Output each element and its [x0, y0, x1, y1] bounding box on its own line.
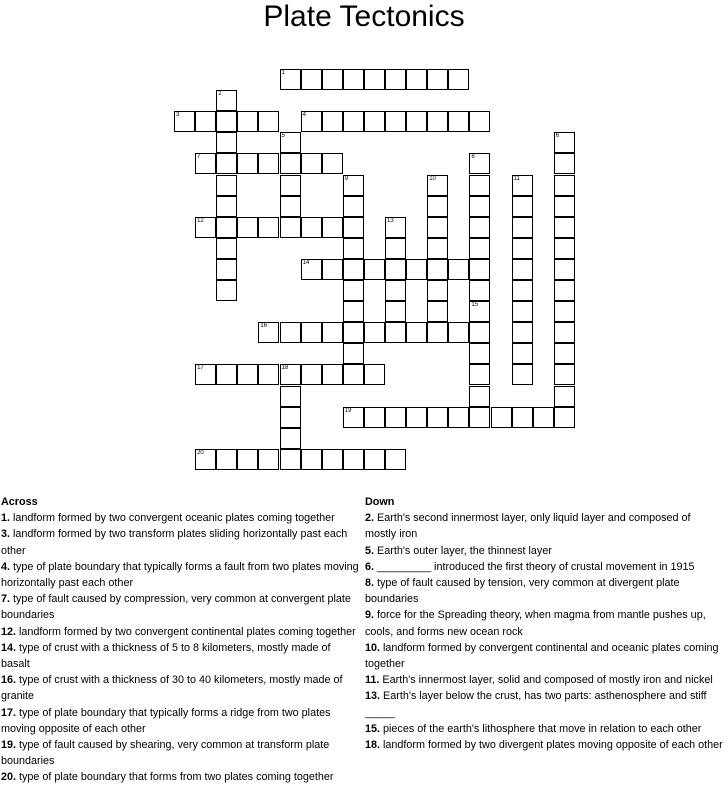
cell-number: 6 — [555, 133, 560, 140]
grid-cell[interactable] — [448, 69, 469, 90]
cell-number: 7 — [197, 154, 201, 161]
grid-cell[interactable] — [280, 322, 301, 343]
grid-cell[interactable] — [469, 217, 490, 238]
clue-text: landform formed by two convergent oceanic plates coming together — [10, 512, 335, 525]
across-clue — [1, 672, 359, 704]
grid-cell[interactable] — [280, 449, 301, 470]
clue-number: 17. — [1, 706, 17, 719]
grid-cell[interactable] — [258, 322, 279, 343]
grid-cell[interactable] — [427, 111, 448, 132]
cell-number: 15 — [471, 302, 479, 309]
across-clue — [1, 737, 359, 769]
grid-cell[interactable] — [258, 449, 279, 470]
grid-cell[interactable] — [301, 69, 322, 90]
grid-cell[interactable] — [258, 111, 279, 132]
grid-cell[interactable] — [554, 343, 575, 364]
clue-text: Earth's outer layer, the thinnest layer — [374, 544, 552, 557]
grid-cell[interactable] — [216, 280, 237, 301]
grid-cell[interactable] — [554, 217, 575, 238]
grid-cell[interactable] — [554, 238, 575, 259]
clue-number: 19. — [1, 739, 17, 752]
grid-cell[interactable] — [301, 364, 322, 385]
clue-text: landform formed by two divergent plates moving opposite of each other — [380, 739, 723, 752]
grid-cell[interactable] — [427, 407, 448, 428]
grid-cell[interactable] — [280, 428, 301, 449]
grid-cell[interactable] — [216, 259, 237, 280]
grid-cell[interactable] — [364, 449, 385, 470]
grid-cell[interactable] — [195, 449, 216, 470]
grid-cell[interactable] — [385, 259, 406, 280]
grid-cell[interactable] — [469, 280, 490, 301]
grid-cell[interactable] — [469, 364, 490, 385]
clue-number: 7. — [1, 593, 11, 606]
grid-cell[interactable] — [216, 217, 237, 238]
cell-number: 5 — [281, 133, 285, 140]
cell-number: 20 — [197, 449, 204, 456]
grid-cell[interactable] — [554, 132, 575, 153]
grid-cell[interactable] — [216, 196, 237, 217]
grid-cell[interactable] — [554, 280, 575, 301]
grid-cell[interactable] — [258, 217, 279, 238]
down-clue — [365, 672, 723, 688]
grid-cell[interactable] — [512, 343, 533, 364]
clue-text: landform formed by convergent continental and oceanic plates coming together — [365, 641, 719, 671]
down-clue — [365, 737, 723, 753]
grid-cell[interactable] — [322, 322, 343, 343]
cell-number: 16 — [260, 323, 268, 330]
clue-text: type of fault caused by compression, very common at convergent plate boundaries — [1, 593, 351, 622]
across-clue — [1, 705, 359, 737]
grid-cell[interactable] — [512, 175, 533, 196]
clue-text: type of crust with a thickness of 30 to 40 kilometers, mostly made of granite — [1, 674, 343, 703]
grid-cell[interactable] — [385, 280, 406, 301]
grid-cell[interactable] — [237, 111, 258, 132]
grid-cell[interactable] — [343, 364, 364, 385]
clue-number: 20. — [1, 771, 17, 784]
grid-cell[interactable] — [195, 217, 216, 238]
clue-number: 1. — [1, 512, 11, 525]
clue-number: 15. — [365, 722, 381, 735]
grid-cell[interactable] — [512, 301, 533, 322]
grid-cell[interactable] — [427, 259, 448, 280]
grid-cell[interactable] — [301, 153, 322, 174]
grid-cell[interactable] — [469, 386, 490, 407]
grid-cell[interactable] — [427, 280, 448, 301]
down-clue — [365, 510, 723, 542]
clue-text: type of fault caused by tension, very common at divergent plate boundaries — [365, 577, 680, 606]
down-clue — [365, 721, 723, 737]
cell-number: 4 — [302, 112, 306, 119]
grid-cell[interactable] — [427, 69, 448, 90]
grid-cell[interactable] — [448, 322, 469, 343]
grid-cell[interactable] — [343, 175, 364, 196]
cell-number: 1 — [281, 70, 285, 76]
grid-cell[interactable] — [343, 301, 364, 322]
grid-cell[interactable] — [427, 322, 448, 343]
clue-text: force for the Spreading theory, when magma from mantle pushes up, cools, and forms new ocean rock — [365, 609, 706, 638]
grid-cell[interactable] — [343, 280, 364, 301]
across-clue — [1, 510, 359, 526]
across-clue — [1, 559, 359, 591]
grid-cell[interactable] — [195, 153, 216, 174]
grid-cell[interactable] — [216, 449, 237, 470]
grid-cell[interactable] — [322, 69, 343, 90]
clue-number: 2. — [365, 512, 375, 525]
cell-number: 14 — [302, 259, 310, 266]
across-clue — [1, 769, 359, 785]
grid-cell[interactable] — [469, 343, 490, 364]
down-clue — [365, 688, 723, 720]
grid-cell[interactable] — [301, 217, 322, 238]
grid-cell[interactable] — [385, 407, 406, 428]
grid-cell[interactable] — [469, 153, 490, 174]
clue-number: 16. — [1, 674, 17, 687]
grid-cell[interactable] — [427, 217, 448, 238]
clue-text: type of plate boundary that forms from two plates coming together — [16, 771, 334, 784]
grid-cell[interactable] — [512, 196, 533, 217]
down-clue — [365, 543, 723, 559]
clue-text: _________ introduced the first theory of crustal movement in 1915 — [374, 560, 695, 573]
across-clue — [1, 624, 359, 640]
grid-cell[interactable] — [322, 153, 343, 174]
clue-text: type of crust with a thickness of 5 to 8 kilometers, mostly made of basalt — [1, 641, 331, 671]
grid-cell[interactable] — [469, 111, 490, 132]
grid-cell[interactable] — [237, 364, 258, 385]
cell-number: 17 — [197, 365, 204, 372]
grid-cell[interactable] — [301, 111, 322, 132]
cell-number: 19 — [344, 407, 352, 414]
grid-cell[interactable] — [322, 449, 343, 470]
grid-cell[interactable] — [469, 407, 490, 428]
grid-cell[interactable] — [406, 407, 427, 428]
across-clue — [1, 640, 359, 672]
grid-cell[interactable] — [280, 69, 301, 90]
down-clue — [365, 575, 723, 607]
clue-number: 14. — [1, 641, 17, 654]
grid-cell[interactable] — [554, 364, 575, 385]
grid-cell[interactable] — [512, 259, 533, 280]
across-clue — [1, 591, 359, 623]
grid-cell[interactable] — [280, 153, 301, 174]
grid-cell[interactable] — [406, 322, 427, 343]
grid-cell[interactable] — [364, 407, 385, 428]
grid-cell[interactable] — [195, 111, 216, 132]
grid-cell[interactable] — [280, 217, 301, 238]
grid-cell[interactable] — [364, 259, 385, 280]
grid-cell[interactable] — [343, 322, 364, 343]
clue-number: 3. — [1, 528, 11, 541]
across-clue — [1, 526, 359, 558]
grid-cell[interactable] — [385, 301, 406, 322]
grid-cell[interactable] — [364, 111, 385, 132]
grid-cell[interactable] — [469, 175, 490, 196]
grid-cell[interactable] — [216, 132, 237, 153]
down-clues — [365, 494, 723, 753]
grid-cell[interactable] — [512, 364, 533, 385]
grid-cell[interactable] — [343, 343, 364, 364]
grid-cell[interactable] — [364, 322, 385, 343]
clue-text: type of plate boundary that typically forms a fault from two plates moving horizontally past each other — [1, 560, 359, 590]
grid-cell[interactable] — [385, 69, 406, 90]
cell-number: 13 — [387, 217, 394, 224]
grid-cell[interactable] — [195, 364, 216, 385]
grid-cell[interactable] — [533, 407, 554, 428]
grid-cell[interactable] — [322, 259, 343, 280]
grid-cell[interactable] — [512, 407, 533, 428]
clue-text: landform formed by two convergent continental plates coming together — [16, 625, 356, 638]
grid-cell[interactable] — [512, 322, 533, 343]
grid-cell[interactable] — [280, 364, 301, 385]
grid-cell[interactable] — [343, 449, 364, 470]
grid-cell[interactable] — [343, 111, 364, 132]
grid-cell[interactable] — [216, 153, 237, 174]
grid-cell[interactable] — [554, 407, 575, 428]
grid-cell[interactable] — [343, 407, 364, 428]
clue-number: 4. — [1, 560, 11, 573]
grid-cell[interactable] — [280, 175, 301, 196]
grid-cell[interactable] — [554, 322, 575, 343]
grid-cell[interactable] — [237, 153, 258, 174]
grid-cell[interactable] — [216, 90, 237, 111]
grid-cell[interactable] — [343, 259, 364, 280]
clue-text: pieces of the earth's lithosphere that move in relation to each other — [380, 722, 702, 735]
grid-cell[interactable] — [174, 111, 195, 132]
across-clues — [1, 494, 359, 786]
grid-cell[interactable] — [491, 407, 512, 428]
grid-cell[interactable] — [301, 449, 322, 470]
cell-number: 12 — [197, 217, 204, 224]
clue-text: Earth's second innermost layer, only liquid layer and composed of mostly iron — [365, 512, 691, 541]
grid-cell[interactable] — [216, 364, 237, 385]
grid-cell[interactable] — [406, 69, 427, 90]
grid-cell[interactable] — [554, 386, 575, 407]
down-clue — [365, 640, 723, 672]
grid-cell[interactable] — [448, 111, 469, 132]
grid-cell[interactable] — [554, 153, 575, 174]
grid-cell[interactable] — [237, 217, 258, 238]
down-clue — [365, 559, 723, 575]
cell-number: 8 — [471, 154, 475, 161]
grid-cell[interactable] — [322, 217, 343, 238]
grid-cell[interactable] — [385, 449, 406, 470]
grid-cell[interactable] — [554, 175, 575, 196]
grid-cell[interactable] — [364, 69, 385, 90]
grid-cell[interactable] — [512, 238, 533, 259]
grid-cell[interactable] — [258, 153, 279, 174]
grid-cell[interactable] — [448, 407, 469, 428]
cell-number: 11 — [513, 175, 520, 182]
grid-cell[interactable] — [406, 111, 427, 132]
grid-cell[interactable] — [385, 322, 406, 343]
grid-cell[interactable] — [343, 69, 364, 90]
grid-cell[interactable] — [216, 111, 237, 132]
grid-cell[interactable] — [216, 238, 237, 259]
across-heading: Across — [1, 496, 38, 508]
clue-number: 12. — [1, 625, 17, 638]
grid-cell[interactable] — [448, 259, 469, 280]
clue-number: 9. — [365, 609, 375, 622]
down-heading: Down — [365, 496, 395, 508]
grid-cell[interactable] — [301, 322, 322, 343]
clue-text: Earth's layer below the crust, has two parts: asthenosphere and stiff _____ — [365, 690, 707, 719]
grid-cell[interactable] — [385, 111, 406, 132]
grid-cell[interactable] — [280, 386, 301, 407]
grid-cell[interactable] — [554, 196, 575, 217]
grid-cell[interactable] — [280, 407, 301, 428]
grid-cell[interactable] — [385, 217, 406, 238]
clue-number: 6. — [365, 560, 375, 573]
grid-cell[interactable] — [343, 238, 364, 259]
grid-cell[interactable] — [469, 238, 490, 259]
grid-cell[interactable] — [237, 449, 258, 470]
grid-cell[interactable] — [406, 259, 427, 280]
grid-cell[interactable] — [512, 280, 533, 301]
clue-number: 10. — [365, 641, 381, 654]
page-title: Plate Tectonics — [263, 0, 465, 33]
grid-cell[interactable] — [469, 259, 490, 280]
grid-cell[interactable] — [512, 217, 533, 238]
clue-text: type of fault caused by shearing, very common at transform plate boundaries — [1, 739, 330, 768]
grid-cell[interactable] — [469, 322, 490, 343]
down-clue — [365, 607, 723, 639]
cell-number: 18 — [281, 365, 289, 372]
grid-cell[interactable] — [364, 364, 385, 385]
clue-number: 5. — [365, 544, 375, 557]
clue-number: 13. — [365, 690, 381, 703]
grid-cell[interactable] — [427, 238, 448, 259]
clue-number: 11. — [365, 674, 380, 687]
grid-cell[interactable] — [343, 196, 364, 217]
grid-cell[interactable] — [427, 301, 448, 322]
grid-cell[interactable] — [427, 175, 448, 196]
cell-number: 2 — [218, 91, 222, 98]
grid-cell[interactable] — [322, 364, 343, 385]
grid-cell[interactable] — [258, 364, 279, 385]
grid-cell[interactable] — [280, 196, 301, 217]
grid-cell[interactable] — [554, 301, 575, 322]
grid-cell[interactable] — [322, 111, 343, 132]
clue-text: Earth's innermost layer, solid and composed of mostly iron and nickel — [379, 674, 713, 687]
grid-cell[interactable] — [301, 259, 322, 280]
clue-number: 8. — [365, 577, 375, 590]
grid-cell[interactable] — [469, 196, 490, 217]
cell-number: 9 — [344, 175, 349, 182]
grid-cell[interactable] — [216, 175, 237, 196]
grid-cell[interactable] — [280, 132, 301, 153]
clue-number: 18. — [365, 739, 381, 752]
clue-text: landform formed by two transform plates sliding horizontally past each other — [1, 528, 348, 557]
grid-cell[interactable] — [385, 238, 406, 259]
clue-text: type of plate boundary that typically forms a ridge from two plates moving opposite of each other — [1, 706, 331, 735]
grid-cell[interactable] — [343, 217, 364, 238]
grid-cell[interactable] — [554, 259, 575, 280]
grid-cell[interactable] — [427, 196, 448, 217]
cell-number: 10 — [429, 175, 436, 182]
grid-cell[interactable] — [469, 301, 490, 322]
cell-number: 3 — [176, 112, 180, 119]
